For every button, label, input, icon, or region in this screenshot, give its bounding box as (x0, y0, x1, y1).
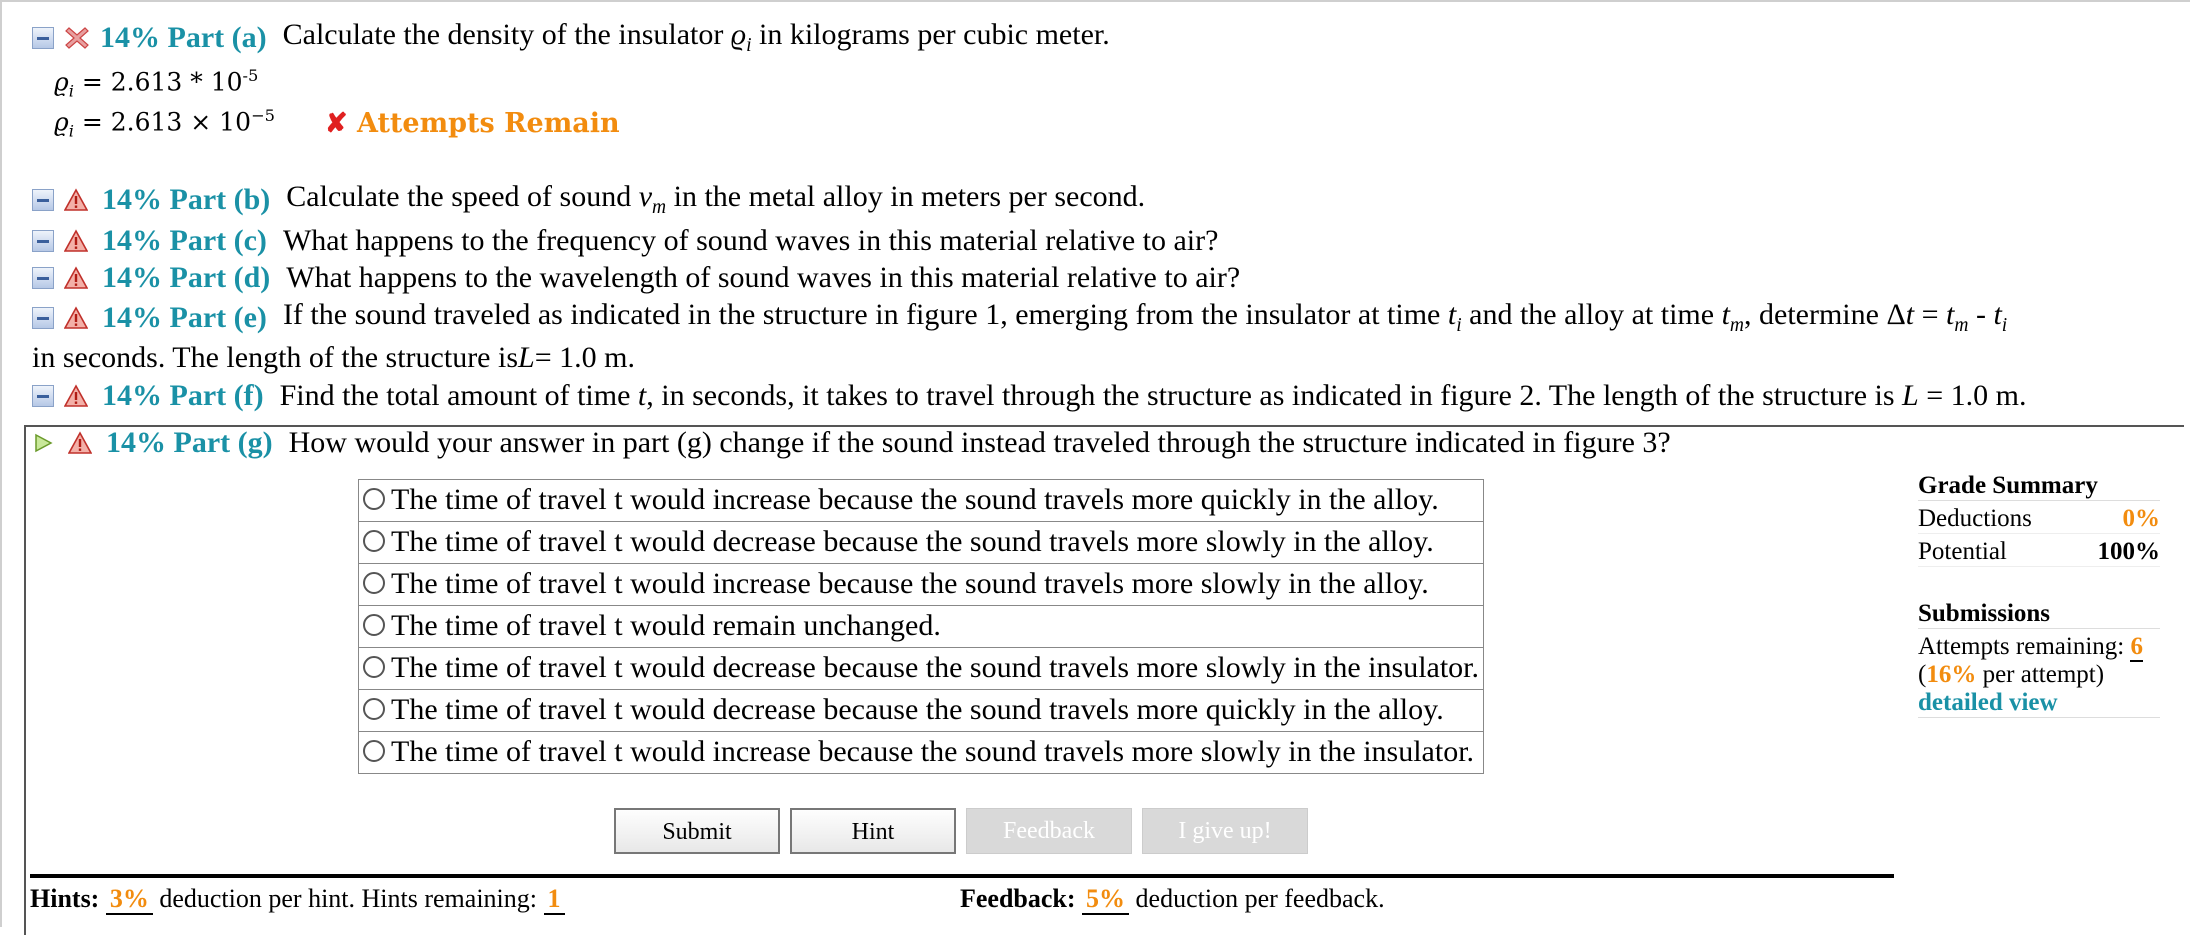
part-f-question: Find the total amount of time t, in seconds, it takes to travel through the structure as indicated in figure 2. The length of the structure is L = 1.0 m. (279, 379, 2027, 412)
part-e-percent-label: 14% Part (e) (102, 300, 267, 334)
part-g-percent-label: 14% Part (g) (106, 426, 273, 459)
potential-label: Potential (1918, 538, 2007, 565)
collapse-icon[interactable] (32, 267, 54, 289)
collapse-icon[interactable] (32, 230, 54, 252)
part-d-question: What happens to the wavelength of sound waves in this material relative to air? (286, 261, 1241, 294)
part-d-percent-label: 14% Part (d) (102, 261, 271, 294)
part-g-header (32, 426, 1671, 460)
detailed-view-link[interactable]: detailed view (1918, 689, 2160, 718)
feedback-deduction: 5% (1082, 884, 1129, 915)
option-label: The time of travel t would decrease because the sound travels more slowly in the alloy. (391, 525, 1434, 558)
feedback-text: deduction per feedback. (1129, 884, 1385, 913)
radio-button[interactable] (363, 740, 385, 762)
feedback-button: Feedback (966, 808, 1132, 854)
radio-button[interactable] (363, 656, 385, 678)
option-row[interactable] (359, 648, 1484, 690)
part-c-header (32, 224, 1218, 258)
per-attempt: (16% per attempt) (1918, 661, 2105, 688)
collapse-icon[interactable] (32, 385, 54, 407)
hint-button[interactable]: Hint (790, 808, 956, 854)
deductions-label: Deductions (1918, 505, 2032, 532)
grade-summary (1918, 472, 2160, 567)
part-c-question: What happens to the frequency of sound waves in this material relative to air? (282, 224, 1219, 257)
x-mark-icon: ✘ (324, 107, 348, 139)
potential-value: 100% (2097, 538, 2160, 565)
answer-a-rendered: $ϱ_i = 2.613 \times 10^{-5}$ ✘ Attempts Remain (54, 106, 620, 141)
collapse-icon[interactable] (32, 189, 54, 211)
attempts-count: 6 (2130, 633, 2143, 660)
option-row[interactable] (359, 732, 1484, 774)
warning-icon (64, 229, 88, 253)
option-label: The time of travel t would decrease because the sound travels more quickly in the alloy. (391, 693, 1444, 726)
part-e-header (32, 298, 2007, 337)
radio-button[interactable] (363, 614, 385, 636)
warning-icon (64, 306, 88, 330)
radio-button[interactable] (363, 488, 385, 510)
warning-icon (64, 384, 88, 408)
part-c-percent-label: 14% Part (c) (102, 224, 267, 257)
collapse-icon[interactable] (32, 27, 54, 49)
part-a-percent-label: 14% Part (a) (100, 20, 267, 54)
option-row[interactable] (359, 606, 1484, 648)
deductions-row (1918, 505, 2160, 534)
attempts-remain-status: ✘ Attempts Remain (324, 107, 620, 139)
hints-label: Hints: (30, 884, 100, 913)
wrong-icon (64, 25, 90, 51)
give-up-button: I give up! (1142, 808, 1308, 854)
warning-icon (68, 431, 92, 455)
feedback-label: Feedback: (960, 884, 1076, 913)
play-icon[interactable] (32, 432, 54, 454)
attempts-remaining: Attempts remaining: 6 (1918, 633, 2143, 660)
grade-summary-title: Grade Summary (1918, 472, 2160, 501)
option-row[interactable] (359, 690, 1484, 732)
part-f-percent-label: 14% Part (f) (102, 379, 264, 412)
submissions-title: Submissions (1918, 600, 2160, 629)
part-a-question: Calculate the density of the insulator $ϱ_i$ in kilograms per cubic meter. (282, 18, 1110, 56)
option-row[interactable] (359, 522, 1484, 564)
per-attempt-value: 16% (1926, 661, 1977, 688)
hints-remaining: 1 (544, 884, 565, 915)
option-label: The time of travel t would increase because the sound travels more slowly in the insulator. (391, 735, 1475, 768)
deductions-value: 0% (2122, 505, 2160, 532)
option-label: The time of travel t would remain unchanged. (391, 609, 941, 642)
feedback-bar (960, 874, 1894, 938)
part-d-header (32, 261, 1240, 295)
part-e-question: If the sound traveled as indicated in the structure in figure 1, emerging from the insulator at time $t_i$ and the alloy at time $t_m$, determine $\Delta t = t_m - t_i$ (282, 298, 2008, 336)
option-label: The time of travel t would increase because the sound travels more slowly in the alloy. (391, 567, 1429, 600)
submit-button[interactable]: Submit (614, 808, 780, 854)
warning-icon (64, 266, 88, 290)
option-label: The time of travel t would increase because the sound travels more quickly in the alloy. (391, 483, 1439, 516)
option-row[interactable] (359, 564, 1484, 606)
hints-bar (30, 874, 960, 938)
part-e-question-line2: in seconds. The length of the structure is L = 1.0 m. (32, 341, 635, 374)
submissions-panel (1918, 600, 2160, 718)
answer-a-input: $ϱ_i = 2.613 * 10^{-5}$ (54, 66, 259, 101)
part-g-question: How would your answer in part (g) change if the sound instead traveled through the structure indicated in figure 3? (288, 426, 1671, 459)
radio-button[interactable] (363, 572, 385, 594)
hints-text: deduction per hint. Hints remaining: (152, 884, 544, 913)
part-b-header (32, 180, 1145, 219)
collapse-icon[interactable] (32, 307, 54, 329)
potential-row (1918, 538, 2160, 567)
options-table (358, 479, 1484, 774)
radio-button[interactable] (363, 698, 385, 720)
warning-icon (64, 188, 88, 212)
hints-deduction: 3% (106, 884, 153, 915)
option-row[interactable] (359, 480, 1484, 522)
option-label: The time of travel t would decrease because the sound travels more slowly in the insulator. (391, 651, 1480, 684)
part-f-header (32, 379, 2026, 413)
part-b-question: Calculate the speed of sound $v_m$ in the metal alloy in meters per second. (286, 180, 1146, 218)
radio-button[interactable] (363, 530, 385, 552)
part-a-header (32, 18, 1110, 57)
part-b-percent-label: 14% Part (b) (102, 182, 271, 216)
